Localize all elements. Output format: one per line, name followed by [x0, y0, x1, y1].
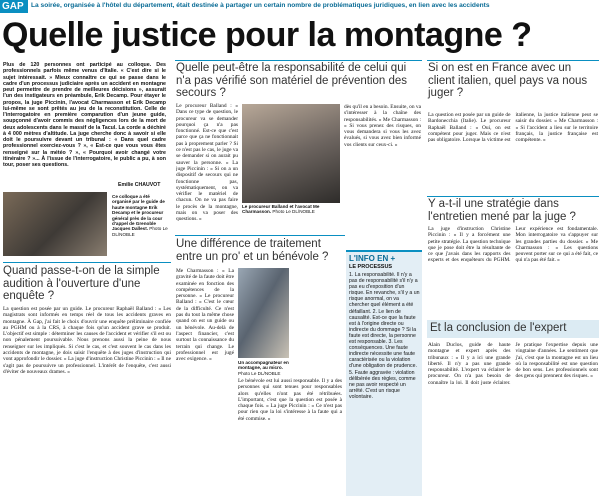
- divider: [3, 262, 171, 263]
- photo-credit: Photo Le DL/NOBLE: [238, 370, 281, 376]
- section-text-materiel-col1: Le procureur Balland : « Dans ce type de question, le procureur va se demander pourquoi ça n'a pas fonctionné. Est-ce que c'est parce que ça ne fonctionnait pas à proprement parler ? Si ce n'est pas le cas, le juge va se demander si on aurait pu sauver la personne. » La juge Piccinin : « Si on a un dispositif de secours qui ne fonctionne pas, systématiquement, on va vérifier le matériel de chacun. On ne va pas faire le procès de la montagne, mais on va poser des questions. »: [176, 103, 238, 223]
- section-text-audition: La question est posée par un guide. Le procureur Raphaël Balland : « Les magistrats sont informés en temps réel de tous les accidents graves en montagne. À Gap, j'ai fait le choix d'ouvrir une enquête préliminaire confiée au PGHM ou à la CRS, à chaque fois qu'un accident grave se produit. L'objectif est simple : déterminer les causes de l'accident et vérifier s'il est ou non pénalement poursuivable. Nous prenons aussi la peine de nous renseigner sur les impliqués. Si c'est le cas, et c'est souvent le cas dans les accidents de montagne, je dois saisir l'enquête à des juges d'instruction qui vont approfondir le dossier. » La juge d'instruction Christine Piccinin : « Il ne s'agit pas de poursuivre un professionnel. L'intérêt de l'enquête, c'est aussi d'éviter de nouveaux drames. »: [3, 306, 171, 375]
- section-text-materiel-col2: dès qu'il en a besoin. Ensuite, on va s'intéresser à la chaîne des responsabilités. » Me Charmasson : « Si vous prenez des risques, on vous demandera si vous les avez évalués, si vous avez bien informé vos clients sur ceux-ci. »: [344, 104, 421, 148]
- info-box-subtitle: LE PROCESSUS: [349, 264, 393, 270]
- section-text-strategie: La juge d'instruction Christine Piccinin : « Il y a forcément une petite stratégie. La question technique que je pose doit être la résultante de ce que j'avais dans les rapports des experts et des enquêteurs du PGHM. Leur expérience est fondamentale. Mon interrogatoire va s'appuyer sur les grandes parties du dossier. » Me Charmasson : « Les questions peuvent porter sur ce qui a été fait, ce qui n'a pas été fait. »: [428, 226, 598, 264]
- divider: [427, 196, 599, 197]
- audience-photo: [238, 268, 289, 358]
- section-title-strategie: Y a-t-il une stratégie dans l'entretien mené par la juge ?: [428, 198, 576, 223]
- photo-caption: [238, 360, 290, 376]
- section-text-benevole-col2: Le bénévole est lui aussi responsable. Il y a des personnes qui sont tenues pour responsables alors qu'elles n'ont pas été rétribuées. L'important, c'est que la question est posée à chaque fois. » La juge Piccinin : « Ce n'est pas pour rien que la loi s'intéresse à la faute qui a été commise. »: [238, 378, 342, 422]
- section-title-audition: Quand passe-t-on de la simple audition à l'ouverture d'une enquête ?: [3, 265, 160, 302]
- photo-credit: Photo Le DL/NOBLE: [112, 226, 168, 237]
- divider: [175, 60, 422, 61]
- photo-credit: Photo Le DL/NOBLE: [272, 209, 315, 215]
- colloquium-photo: [3, 192, 107, 256]
- section-title-italien: Si on est en France avec un client italien, quel pays va nous juger ?: [428, 62, 588, 99]
- photo-caption: [112, 194, 170, 256]
- divider: [175, 235, 345, 236]
- section-title-expert: Et la conclusion de l'expert: [430, 322, 567, 334]
- info-box-text: 1. La responsabilité. Il n'y a pas de responsabilité s'il n'y a pas eu d'exposition d'un risque. En revanche, s'il y a un risque anormal, on va chercher quel élément a été défaillant. 2. Le lien de causalité. Est-ce que la faute est à l'origine directe ou indirecte du dommage ? Si la faute est directe, la personne est responsable. 3. Les conséquences. Une faute indirecte nécessite une faute caractérisée ou la violation d'une obligation de prudence. 5. Faute aggravée : violation délibérée des règles, comme ne pas avoir respecté un arrêté. C'est un risque volontaire.: [349, 272, 420, 400]
- caption-text: Un accompagnateur en montagne, au micro.: [238, 360, 289, 371]
- divider: [427, 60, 599, 61]
- signature: Emilie CHAUVOT: [118, 182, 161, 188]
- caption-text: Ce colloque a été organisé par le guide de haute montagne Erik Decamp et le procureur général près de la cour d'appel de Grenoble Jacques Dallest.: [112, 194, 165, 232]
- prosecutor-photo: [242, 104, 340, 203]
- page-title: Quelle justice pour la montagne ?: [2, 16, 532, 54]
- kicker: La soirée, organisée à l'hôtel du département, était destinée à partager un certain nombre de problématiques juridiques, en lien avec les accidents: [31, 2, 490, 9]
- section-title-materiel: Quelle peut-être la responsabilité de celui qui n'a pas vérifié son matériel de prévention des secours ?: [176, 62, 408, 99]
- section-text-italien: La question est posée par un guide de Bardonecchia (Italie). Le procureur Raphaël Balland : « Oui, on est compétent pour juger. Mais ce n'est pas obligatoire. Lorsque la victime est italienne, la justice italienne peut se saisir du dossier. » Me Charmasson : « Si l'accident a lieu sur le territoire français, la justice française est compétente. »: [428, 112, 598, 144]
- photo-caption: [242, 204, 342, 215]
- section-text-benevole-col1: Me Charmasson : « La gravité de la faute doit être examinée en fonction des compétences de la personne. » Le procureur Balland : « C'est le cœur de la difficulté. Ce n'est pas du tout la même chose quand on est un guide ou un bénévole. Au-delà de l'aspect financier, c'est surtout la connaissance du terrain qui change. Le professionnel est jugé avec exigence. »: [176, 268, 234, 363]
- info-box-title: L'INFO EN +: [349, 254, 396, 263]
- section-tag: GAP: [2, 1, 24, 12]
- caption-text: Le procureur Balland et l'avocat Me Charmasson.: [242, 204, 320, 215]
- intro-text: Plus de 120 personnes ont participé au colloque. Des professionnels parfois même venus d'Italie. « C'est dire si le sujet intéressait. » Mieux connaître ce qui se passe dans le cadre d'un processus judiciaire après un accident en montagne peut permettre de prendre de meilleures décisions », assurait l'un des instigateurs en préambule, Erik Decamp. Pour étayer le propos, la juge Piccinin, l'avocat Charmasson et Erik Decamp lui-même se sont prêtés au jeu de la reconstitution. Celle de l'interrogatoire en première comparution d'un jeune guide, soupçonné d'avoir commis des négligences lors de la mort de deux adolescents dans le massif de la Tacul. La corde a déchiré à 4 000 mètres d'altitude. La juge cherche donc à savoir si elle doit le poursuivre devant un tribunal : « Dans quel cadre professionnel exerciez-vous ? », « Est-ce que vous vous êtes renseigné sur la météo ? », « Pourquoi avoir changé votre itinéraire ? »... À l'issue de l'interrogatoire, le public a pu, à son tour, poser ses questions.: [3, 62, 166, 168]
- section-text-expert: Alain Duclos, guide de haute montagne et expert après des tribunaux : « Il y a ici une grande liberté. Il n'y a pas une grande responsabilité. L'expert va éclairer le procureur. On n'a pas besoin de connaître la loi. Il doit juste éclairer. Je pratique l'expertise depuis une vingtaine d'années. Le sentiment que j'ai, c'est que la montagne est un lieu où la responsabilité est une question de bon sens. Les professionnels sont des gens qui prennent des risques. »: [428, 342, 598, 386]
- section-title-benevole: Une différence de traitement entre un pro' et un bénévole ?: [176, 238, 329, 263]
